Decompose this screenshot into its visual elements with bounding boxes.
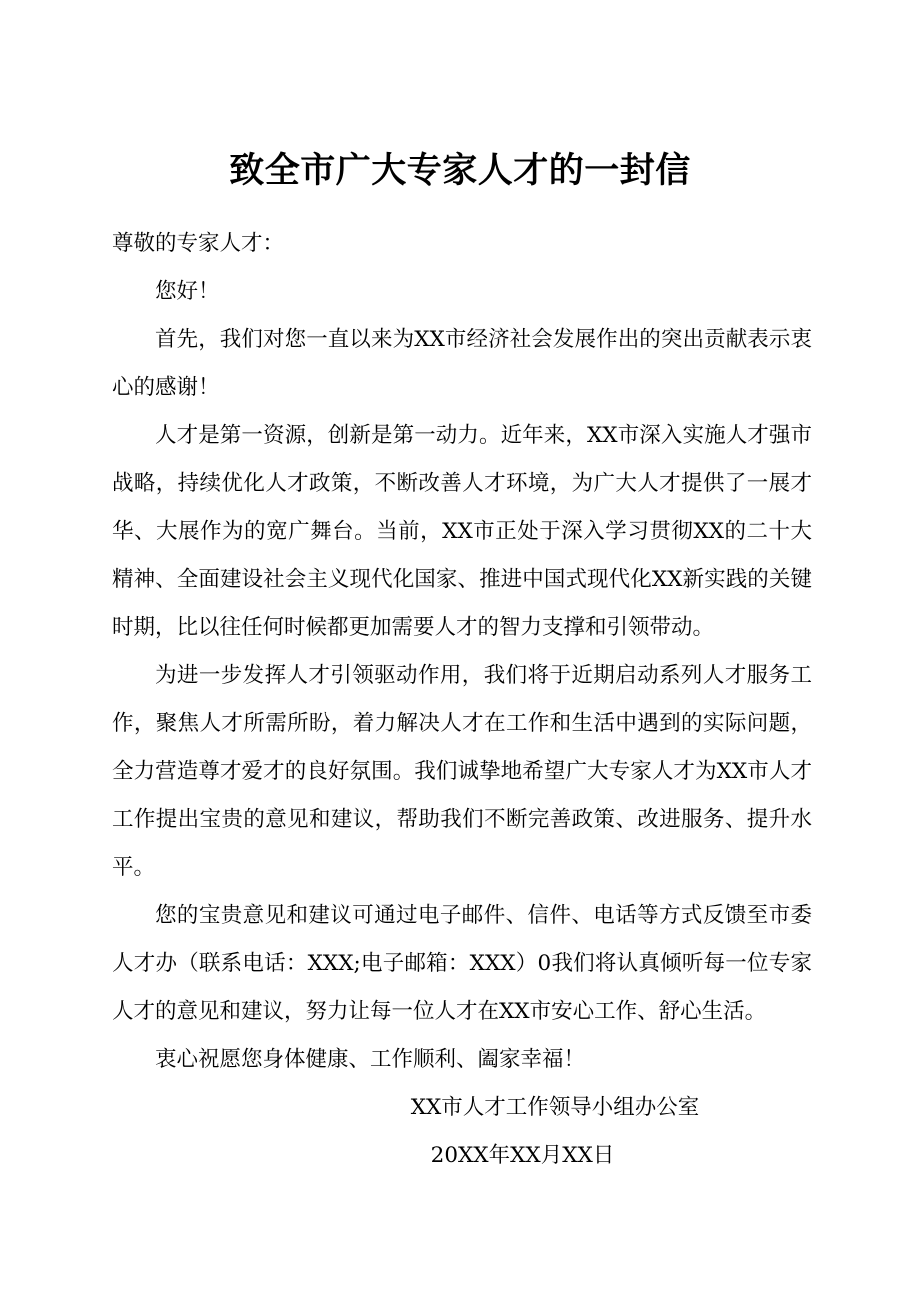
body-paragraph-service-work: 为进一步发挥人才引领驱动作用，我们将于近期启动系列人才服务工作，聚焦人才所需所盼，着力解决人才在工作和生活中遇到的实际问题，全力营造尊才爱才的良好氛围。我们诚挚地希望广大专家人才为XX市人才工作提出宝贵的意见和建议，帮助我们不断完善政策、改进服务、提升水平。 — [112, 663, 812, 880]
letter-body — [112, 220, 812, 1084]
body-paragraph-feedback-contact: 您的宝贵意见和建议可通过电子邮件、信件、电话等方式反馈至市委人才办（联系电话：XXX;电子邮箱：XXX）0我们将认真倾听每一位专家人才的意见和建议，努力让每一位人才在XX市安心工作、舒心生活。 — [112, 903, 812, 1024]
signature-organization: XX市人才工作领导小组办公室 — [410, 1095, 700, 1120]
document-title: 致全市广大专家人才的一封信 — [229, 151, 691, 192]
signature-date: 20XX年XX月XX日 — [430, 1143, 615, 1168]
salutation: 尊敬的专家人才： — [112, 231, 285, 256]
greeting: 您好！ — [155, 279, 220, 304]
body-paragraph-thanks: 首先，我们对您一直以来为XX市经济社会发展作出的突出贡献表示衷心的感谢！ — [112, 327, 812, 400]
body-paragraph-talent-strategy: 人才是第一资源，创新是第一动力。近年来，XX市深入实施人才强市战略，持续优化人才政策，不断改善人才环境，为广大人才提供了一展才华、大展作为的宽广舞台。当前，XX市正处于深入学习贯彻XX的二十大精神、全面建设社会主义现代化国家、推进中国式现代化XX新实践的关键时期，比以往任何时候都更加需要人才的智力支撑和引领带动。 — [112, 423, 812, 640]
body-paragraph-closing-wishes: 衷心祝愿您身体健康、工作顺利、阖家幸福！ — [155, 1047, 586, 1072]
